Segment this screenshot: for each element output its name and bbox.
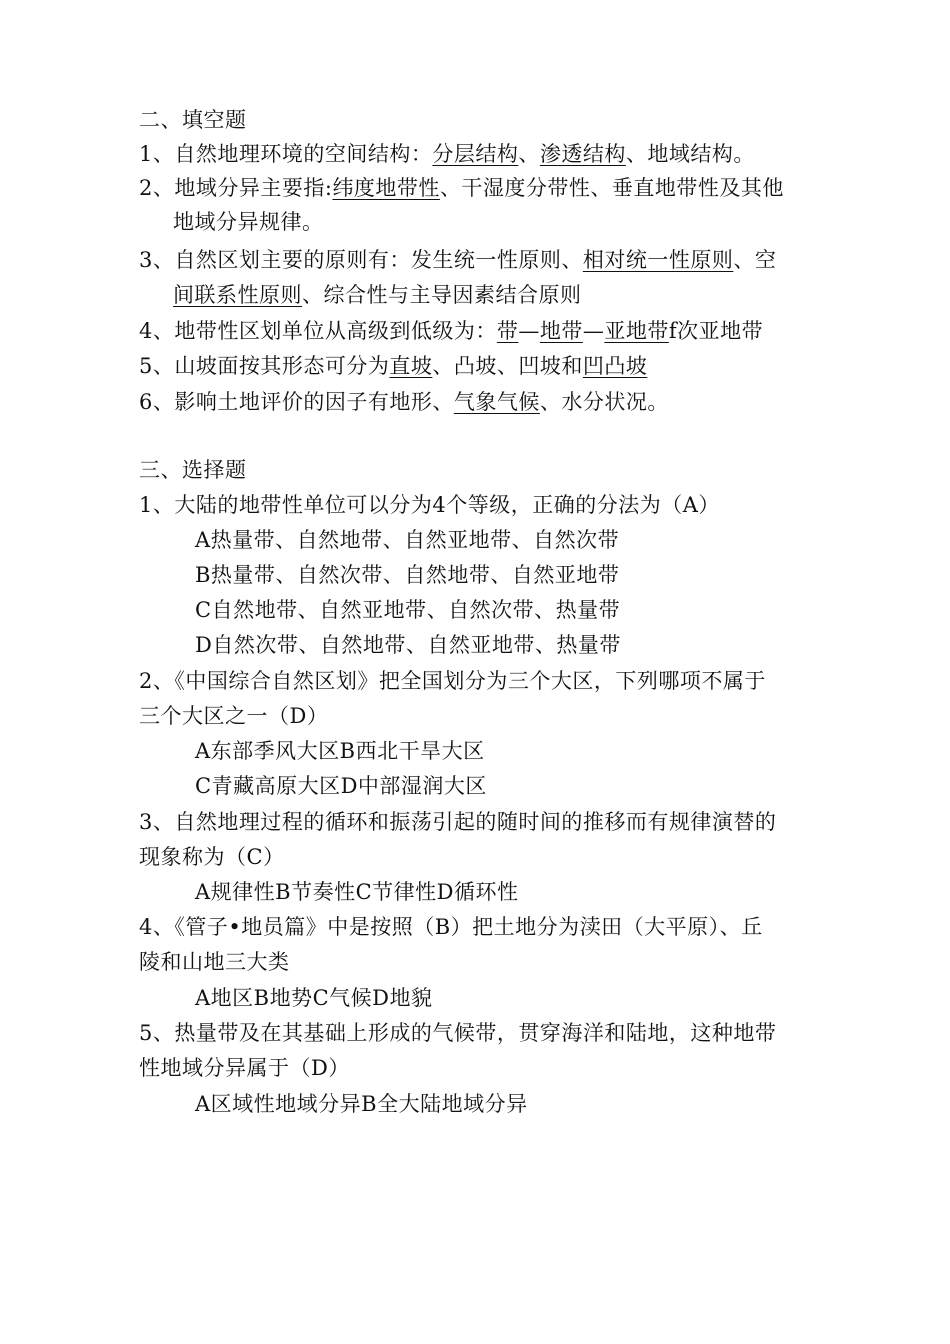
- text-segment: C自然地带、自然亚地带、自然次带、热量带: [195, 598, 621, 622]
- text-segment: C青藏高原大区D中部湿润大区: [195, 774, 487, 798]
- text-segment: f次亚地带: [668, 319, 764, 343]
- text-segment: 、空: [733, 248, 777, 272]
- choice-question-2-continued: [139, 702, 328, 730]
- text-segment: 、凸坡、凹坡和: [432, 354, 583, 378]
- text-segment: 4、《管子•地员篇》中是按照（B）把土地分为渎田（大平原）、丘: [139, 915, 763, 939]
- fill-question-3-continued: [173, 281, 582, 309]
- text-segment: 3、自然地理过程的循环和振荡引起的随时间的推移而有规律演替的: [139, 810, 777, 834]
- choice-3-options: [195, 878, 519, 906]
- text-segment: 现象称为（C）: [139, 845, 285, 869]
- choice-section-heading: 三、选择题: [139, 458, 247, 482]
- text-segment: 2、《中国综合自然区划》把全国划分为三个大区，下列哪项不属于: [139, 669, 766, 693]
- choice-question-3: [139, 808, 776, 836]
- choice-2-options-cd: [195, 772, 487, 800]
- text-segment: 陵和山地三大类: [139, 950, 290, 974]
- underlined-answer: 亚地带: [604, 319, 669, 343]
- text-segment: A东部季风大区B西北干旱大区: [195, 739, 485, 763]
- text-segment: 、: [518, 142, 540, 166]
- underlined-answer: 分层结构: [432, 142, 519, 166]
- text-segment: B热量带、自然次带、自然地带、自然亚地带: [195, 563, 620, 587]
- text-segment: 、干湿度分带性、垂直地带性及其他: [439, 176, 784, 200]
- text-segment: 4、地带性区划单位从高级到低级为：: [139, 319, 497, 343]
- text-segment: 1、大陆的地带性单位可以分为4个等级，正确的分法为（A）: [139, 493, 720, 517]
- text-segment: A规律性B节奏性C节律性D循环性: [195, 880, 519, 904]
- choice-1-option-b: [195, 561, 619, 589]
- choice-2-options-ab: [195, 737, 485, 765]
- text-segment: A热量带、自然地带、自然亚地带、自然次带: [195, 528, 620, 552]
- fill-question-4: [139, 317, 763, 345]
- choice-question-4: [139, 913, 763, 941]
- text-segment: 、地域结构。: [625, 142, 755, 166]
- text-segment: D自然次带、自然地带、自然亚地带、热量带: [195, 633, 621, 657]
- choice-question-5: [139, 1019, 776, 1047]
- underlined-answer: 带: [496, 319, 519, 343]
- choice-question-1: [139, 491, 720, 519]
- text-segment: —: [582, 319, 605, 343]
- text-segment: 、水分状况。: [539, 390, 669, 414]
- underlined-answer: 直坡: [389, 354, 433, 378]
- choice-question-2: [139, 667, 766, 695]
- text-segment: 2、地域分异主要指:: [139, 176, 333, 200]
- underlined-answer: 凹凸坡: [582, 354, 648, 378]
- text-segment: 三个大区之一（D）: [139, 704, 329, 728]
- choice-4-options: [195, 984, 433, 1012]
- choice-question-4-continued: [139, 948, 290, 976]
- fill-question-2-continued: [173, 208, 324, 236]
- text-segment: —: [518, 319, 540, 343]
- underlined-answer: 气象气候: [453, 390, 540, 414]
- underlined-answer: 间联系性原则: [173, 283, 302, 307]
- choice-1-option-d: [195, 631, 621, 659]
- fill-section-heading: 二、填空题: [139, 108, 247, 132]
- underlined-answer: 相对统一性原则: [582, 248, 734, 272]
- text-segment: 性地域分异属于（D）: [139, 1056, 350, 1080]
- text-segment: A地区B地势C气候D地貌: [195, 986, 433, 1010]
- text-segment: 、综合性与主导因素结合原则: [302, 283, 582, 307]
- text-segment: 5、山坡面按其形态可分为: [139, 354, 390, 378]
- choice-1-option-c: [195, 596, 620, 624]
- fill-question-1: [139, 140, 755, 168]
- underlined-answer: 渗透结构: [539, 142, 626, 166]
- text-segment: A区域性地域分异B全大陆地域分异: [195, 1092, 528, 1116]
- fill-question-6: [139, 388, 669, 416]
- fill-question-3: [139, 246, 776, 274]
- text-segment: 地域分异规律。: [173, 210, 324, 234]
- underlined-answer: 纬度地带性: [332, 176, 440, 200]
- fill-question-2: [139, 174, 784, 202]
- text-segment: 3、自然区划主要的原则有：发生统一性原则、: [139, 248, 583, 272]
- text-segment: 6、影响土地评价的因子有地形、: [139, 390, 454, 414]
- text-segment: 5、热量带及在其基础上形成的气候带，贯穿海洋和陆地，这种地带: [139, 1021, 777, 1045]
- text-segment: 1、自然地理环境的空间结构：: [139, 142, 433, 166]
- choice-question-5-continued: [139, 1054, 350, 1082]
- choice-1-option-a: [195, 526, 619, 554]
- underlined-answer: 地带: [539, 319, 583, 343]
- choice-question-3-continued: [139, 843, 285, 871]
- choice-5-options: [195, 1090, 528, 1118]
- fill-question-5: [139, 352, 647, 380]
